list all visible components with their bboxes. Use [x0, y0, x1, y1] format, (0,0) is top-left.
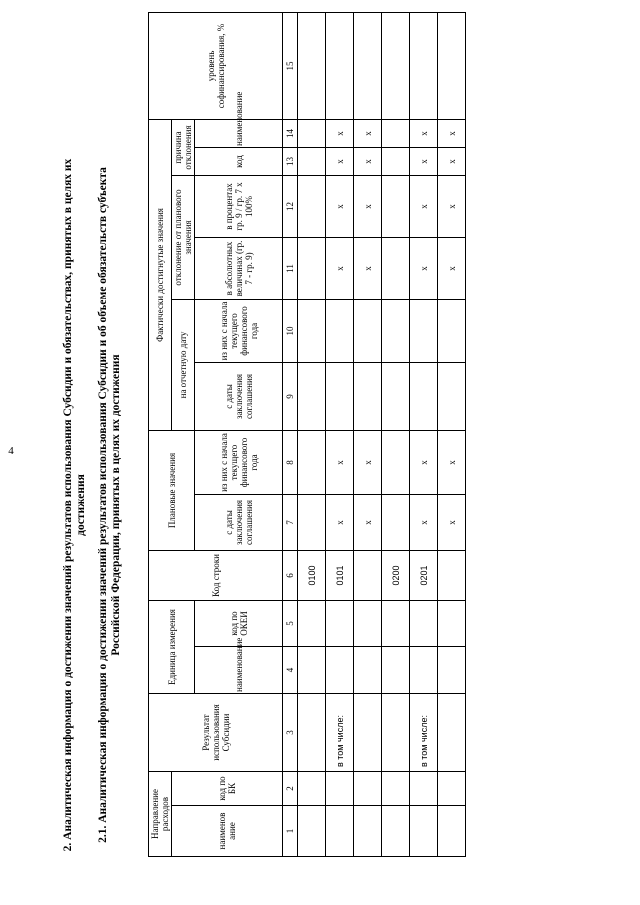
cell-row-code: 0200	[382, 550, 410, 600]
cell-row-code: 0101	[326, 550, 354, 600]
section-2-1-heading: 2.1. Аналитическая информация о достижении значений результатов использования Субсидии и об объеме обязательств субъекта Российской Федерации, принятых в целях их достижения	[97, 167, 122, 843]
header-planned-year: из них с начала текущего финансового года	[195, 430, 283, 494]
cell-reason-name	[382, 119, 410, 147]
cell-planned-since: x	[410, 494, 438, 550]
column-number: 8	[283, 430, 298, 494]
cell-deviation-pct: x	[438, 175, 466, 237]
header-reason-code: код	[195, 147, 283, 175]
column-number: 5	[283, 600, 298, 646]
cell-direction-name	[410, 806, 438, 857]
column-number: 15	[283, 12, 298, 119]
header-unit: Единица измерения	[149, 600, 195, 693]
cell-unit-name	[438, 647, 466, 694]
cell-direction-bk	[298, 772, 326, 806]
cell-result	[298, 694, 326, 772]
column-number: 11	[283, 237, 298, 299]
table-row	[382, 12, 410, 856]
cell-direction-bk	[354, 772, 382, 806]
cell-reason-code: x	[438, 147, 466, 175]
header-reason-name: наименование	[195, 119, 283, 147]
header-deviation-pct: в процентах гр. 9 / гр. 7 x 100%	[195, 175, 283, 237]
page-number: 4	[8, 445, 14, 457]
cell-result: в том числе:	[326, 694, 354, 772]
cell-unit-name	[298, 647, 326, 694]
cell-planned-year: x	[354, 430, 382, 494]
cell-row-code: 0201	[410, 550, 438, 600]
cell-row-code	[438, 550, 466, 600]
achievement-table	[148, 12, 466, 857]
cell-deviation-abs: x	[326, 237, 354, 299]
header-reporting-date: на отчетную дату	[172, 299, 195, 430]
cell-planned-since: x	[326, 494, 354, 550]
header-row-code: Код строки	[149, 550, 283, 600]
cell-deviation-abs: x	[438, 237, 466, 299]
header-deviation-abs: в абсолютных величинах (гр. 7 - гр. 9)	[195, 237, 283, 299]
cell-deviation-pct	[298, 175, 326, 237]
header-direction-bk: код по БК	[172, 772, 283, 806]
cell-direction-bk	[410, 772, 438, 806]
cell-direction-bk	[326, 772, 354, 806]
cell-reporting-year	[354, 299, 382, 362]
header-result: Результат использования Субсидии	[149, 694, 283, 772]
cell-unit-name	[382, 647, 410, 694]
header-direction-name: наименов ание	[172, 806, 283, 857]
column-number: 2	[283, 772, 298, 806]
column-number: 4	[283, 647, 298, 694]
cell-unit-name	[354, 647, 382, 694]
cell-direction-name	[354, 806, 382, 857]
cell-reason-code	[298, 147, 326, 175]
column-number: 7	[283, 494, 298, 550]
cell-row-code: 0100	[298, 550, 326, 600]
cell-reason-name: x	[326, 119, 354, 147]
cell-reason-name	[298, 119, 326, 147]
table-row	[410, 12, 438, 856]
cell-cofinancing	[382, 12, 410, 119]
header-unit-okei: код по ОКЕИ	[195, 600, 283, 646]
cell-result	[438, 694, 466, 772]
cell-reason-code: x	[326, 147, 354, 175]
column-number: 6	[283, 550, 298, 600]
cell-cofinancing	[410, 12, 438, 119]
header-planned-since: с даты заключения соглашения	[195, 494, 283, 550]
cell-deviation-pct: x	[326, 175, 354, 237]
cell-reporting-since	[410, 362, 438, 430]
cell-cofinancing	[326, 12, 354, 119]
cell-planned-since: x	[354, 494, 382, 550]
cell-unit-okei	[298, 600, 326, 646]
header-reason: причина отклонения	[172, 119, 195, 175]
cell-planned-year: x	[326, 430, 354, 494]
cell-result	[354, 694, 382, 772]
cell-deviation-abs: x	[354, 237, 382, 299]
header-cofinancing: уровень софинансирования, %	[149, 12, 283, 119]
column-number-row	[283, 12, 298, 856]
cell-reporting-year	[298, 299, 326, 362]
cell-unit-okei	[354, 600, 382, 646]
cell-planned-since	[382, 494, 410, 550]
cell-cofinancing	[298, 12, 326, 119]
cell-reason-code: x	[354, 147, 382, 175]
cell-reason-code: x	[410, 147, 438, 175]
cell-reporting-since	[354, 362, 382, 430]
cell-planned-year: x	[438, 430, 466, 494]
cell-unit-okei	[382, 600, 410, 646]
header-actual: Фактически достигнутые значения	[149, 119, 172, 430]
cell-planned-since	[298, 494, 326, 550]
cell-unit-name	[410, 647, 438, 694]
table-row	[298, 12, 326, 856]
cell-planned-year	[298, 430, 326, 494]
cell-reason-code	[382, 147, 410, 175]
cell-unit-okei	[326, 600, 354, 646]
column-number: 10	[283, 299, 298, 362]
cell-reporting-since	[382, 362, 410, 430]
column-number: 13	[283, 147, 298, 175]
cell-unit-okei	[410, 600, 438, 646]
cell-direction-name	[438, 806, 466, 857]
cell-deviation-pct: x	[410, 175, 438, 237]
cell-direction-bk	[438, 772, 466, 806]
cell-row-code	[354, 550, 382, 600]
cell-deviation-abs	[298, 237, 326, 299]
cell-planned-since: x	[438, 494, 466, 550]
column-number: 1	[283, 806, 298, 857]
header-direction: Направление расходов	[149, 772, 172, 857]
cell-reason-name: x	[354, 119, 382, 147]
table-row	[354, 12, 382, 856]
cell-deviation-pct: x	[354, 175, 382, 237]
cell-reporting-year	[326, 299, 354, 362]
column-number: 9	[283, 362, 298, 430]
cell-deviation-abs: x	[410, 237, 438, 299]
section-2-heading: 2. Аналитическая информация о достижении значений результатов использования Субсидии и обязательствах, принятых в целях их достижения	[62, 158, 87, 852]
cell-direction-name	[298, 806, 326, 857]
header-reporting-year: из них с начала текущего финансового года	[195, 299, 283, 362]
header-planned: Плановые значения	[149, 430, 195, 550]
cell-reason-name: x	[410, 119, 438, 147]
cell-reporting-since	[298, 362, 326, 430]
table-row	[326, 12, 354, 856]
cell-result: в том числе:	[410, 694, 438, 772]
cell-reason-name: x	[438, 119, 466, 147]
cell-unit-name	[326, 647, 354, 694]
cell-planned-year: x	[410, 430, 438, 494]
column-number: 14	[283, 119, 298, 147]
cell-direction-name	[382, 806, 410, 857]
cell-reporting-year	[438, 299, 466, 362]
cell-direction-name	[326, 806, 354, 857]
header-deviation: отклонение от планового значения	[172, 175, 195, 299]
cell-deviation-abs	[382, 237, 410, 299]
cell-unit-okei	[438, 600, 466, 646]
cell-reporting-year	[382, 299, 410, 362]
cell-reporting-since	[438, 362, 466, 430]
cell-direction-bk	[382, 772, 410, 806]
column-number: 12	[283, 175, 298, 237]
cell-result	[382, 694, 410, 772]
cell-cofinancing	[354, 12, 382, 119]
cell-deviation-pct	[382, 175, 410, 237]
cell-reporting-year	[410, 299, 438, 362]
cell-planned-year	[382, 430, 410, 494]
cell-cofinancing	[438, 12, 466, 119]
column-number: 3	[283, 694, 298, 772]
cell-reporting-since	[326, 362, 354, 430]
header-reporting-since: с даты заключения соглашения	[195, 362, 283, 430]
header-row-1	[149, 12, 172, 856]
header-unit-name: наименование	[195, 647, 283, 694]
table-row	[438, 12, 466, 856]
